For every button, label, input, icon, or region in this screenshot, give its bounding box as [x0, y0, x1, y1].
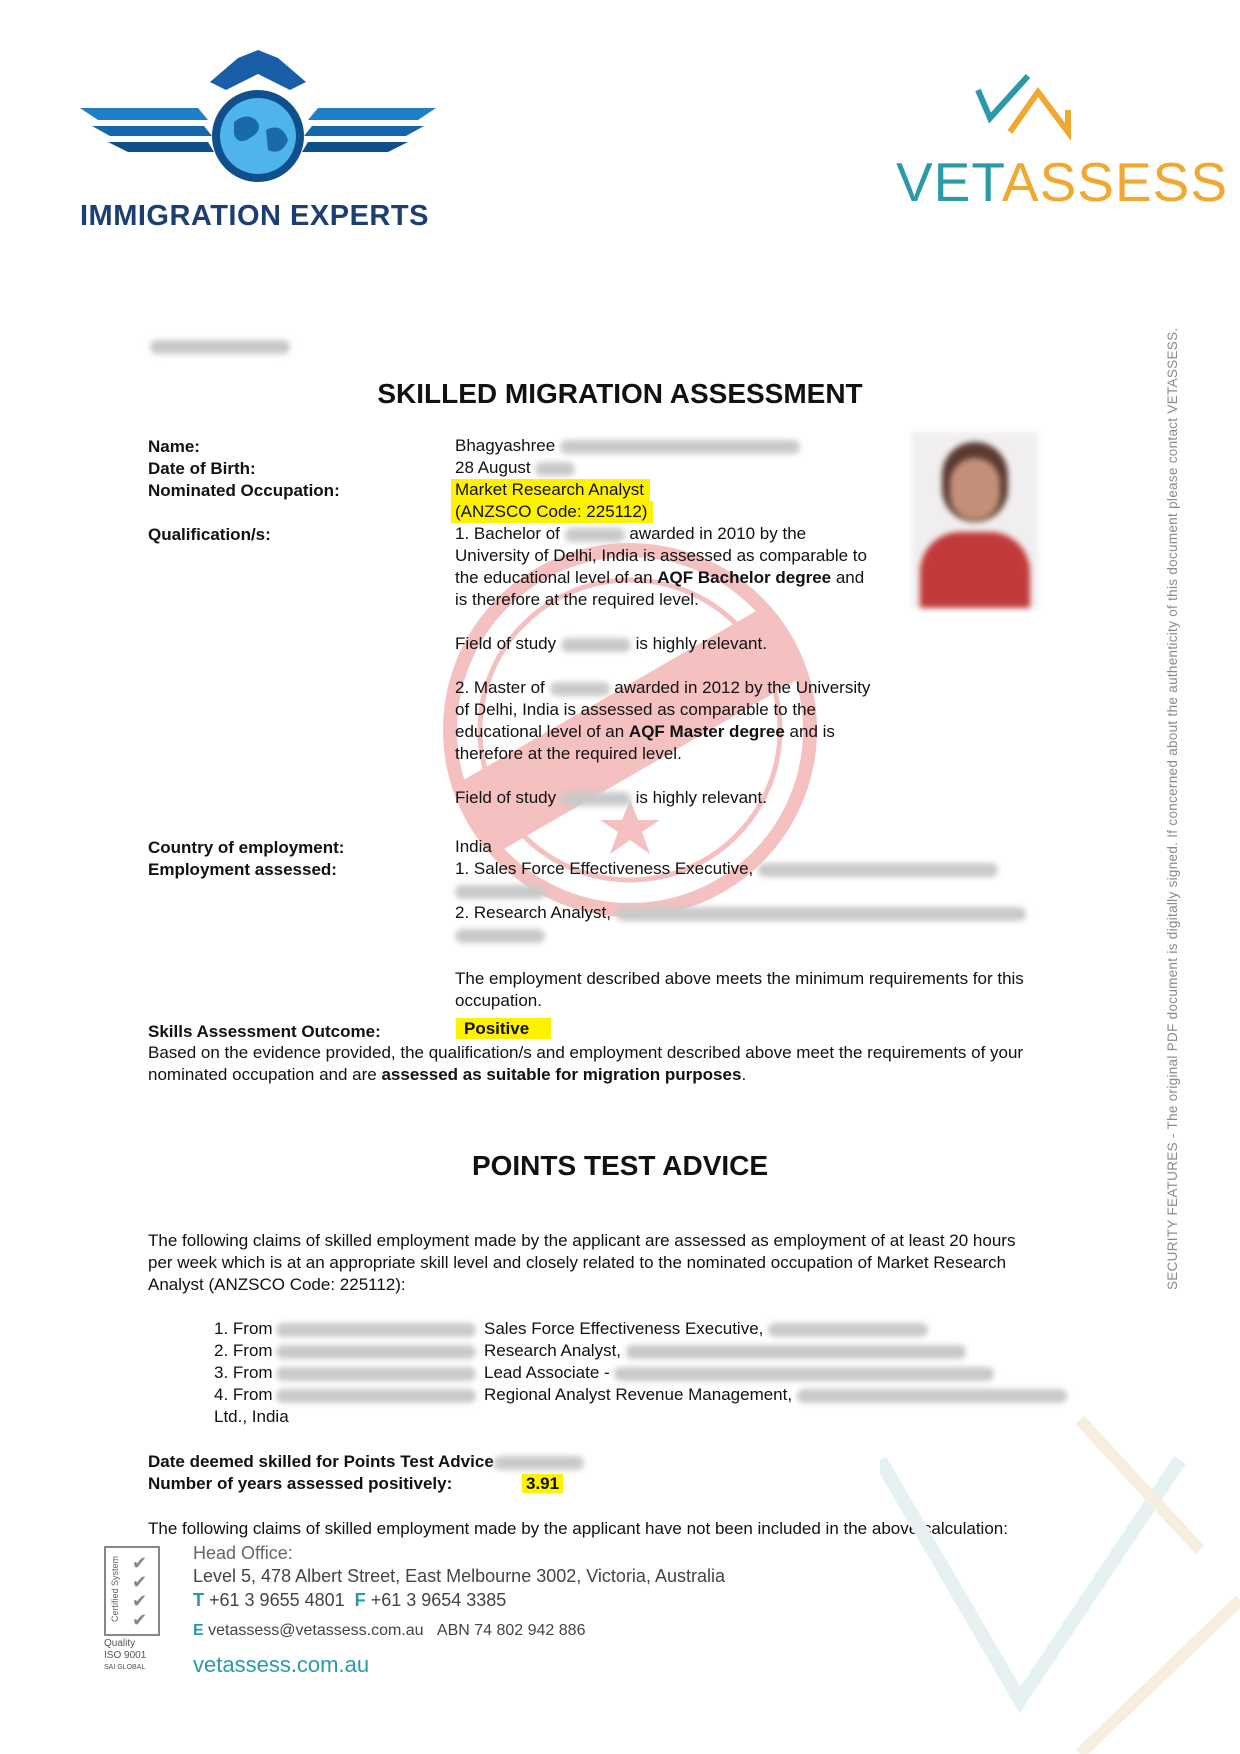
q2-aqf-level: AQF Master degree — [628, 722, 785, 741]
dob-value — [455, 457, 575, 479]
outcome-line-end: . — [741, 1065, 747, 1084]
field2-text-b: is highly relevant. — [635, 788, 767, 807]
phone-number: +61 3 9655 4801 — [209, 1590, 345, 1610]
cert-quality: Quality — [104, 1638, 136, 1649]
reference-number-redacted — [150, 338, 290, 356]
q1-aqf-level: AQF Bachelor degree — [657, 568, 832, 587]
occupation-value — [451, 479, 653, 523]
security-notice: SECURITY FEATURES - The original PDF document is digitally signed. If concerned about the authenticity of this document please contact VETASSESS. — [1165, 327, 1180, 1290]
vetassess-mark-icon — [890, 70, 1170, 150]
dob-text: 28 August — [455, 458, 531, 477]
field-of-study-2 — [455, 787, 767, 809]
fax-number: +61 3 9654 3385 — [370, 1590, 507, 1610]
email-label: E — [193, 1622, 204, 1639]
country-label: Country of employment: — [148, 838, 345, 857]
qualification-2 — [455, 677, 895, 765]
q1-text-c: University of Delhi, India is assessed as comparable to — [455, 546, 867, 565]
applicant-photo — [912, 432, 1038, 608]
employment-statement — [455, 968, 1075, 1012]
outcome-value: Positive — [456, 1018, 551, 1039]
footer-address: Level 5, 478 Albert Street, East Melbourne 3002, Victoria, Australia — [193, 1566, 725, 1586]
date-deemed-text: Date deemed skilled for Points Test Advice — [148, 1452, 494, 1471]
years-label: Number of years assessed positively: — [148, 1474, 453, 1493]
outcome-line-1: Based on the evidence provided, the qualification/s and employment described above meet the requirements of your — [148, 1043, 1024, 1062]
country-value: India — [455, 837, 492, 856]
vetassess-wordmark: VETASSESS — [896, 151, 1228, 213]
outcome-suitable: assessed as suitable for migration purposes — [381, 1065, 742, 1084]
vetassess-logo — [890, 70, 1228, 220]
q2-text-f: therefore at the required level. — [455, 744, 682, 763]
fax-label: F — [354, 1590, 366, 1610]
applicant-first-name: Bhagyashree — [455, 436, 556, 455]
not-included-text: The following claims of skilled employment made by the applicant have not been included in the above calculation: — [148, 1519, 1008, 1538]
cert-system-label: Certified System — [110, 1555, 121, 1623]
q2-text-e: and is — [789, 722, 835, 741]
years-badge — [522, 1474, 563, 1494]
cert-sai: SAI GLOBAL — [104, 1664, 146, 1671]
employment-1 — [455, 858, 1055, 902]
outcome-label: Skills Assessment Outcome: — [148, 1022, 381, 1041]
footer-phone-line — [193, 1590, 506, 1611]
item-1-num: 1. From — [214, 1319, 273, 1338]
q1-text-d: the educational level of an — [455, 568, 653, 587]
item-4-num: 4. From — [214, 1385, 273, 1404]
field1-text-a: Field of study — [455, 634, 557, 653]
q2-text-a: 2. Master of — [455, 678, 545, 697]
item-3-role: Lead Associate - — [484, 1363, 610, 1382]
name-label: Name: — [148, 437, 200, 456]
list-item-continuation: Ltd., India — [214, 1407, 289, 1426]
date-deemed-label — [148, 1452, 584, 1472]
q2-text-b: awarded in 2012 by the University — [614, 678, 871, 697]
q1-text-f: is therefore at the required level. — [455, 590, 699, 609]
occupation-line-2: (ANZSCO Code: 225112) — [451, 501, 653, 523]
employment-label: Employment assessed: — [148, 860, 337, 879]
list-item — [214, 1318, 1094, 1340]
immigration-experts-wordmark: IMMIGRATION EXPERTS — [80, 200, 429, 232]
q2-text-d: educational level of an — [455, 722, 625, 741]
years-value: 3.91 — [522, 1474, 563, 1493]
dob-label: Date of Birth: — [148, 459, 256, 478]
cert-box — [104, 1546, 160, 1636]
q1-text-e: and — [835, 568, 865, 587]
outcome-text — [148, 1042, 1098, 1086]
outcome-line-2a: nominated occupation and are — [148, 1065, 377, 1084]
abn-number: ABN 74 802 942 886 — [436, 1622, 586, 1639]
assessment-title: SKILLED MIGRATION ASSESSMENT — [377, 378, 863, 409]
points-intro-3: Analyst (ANZSCO Code: 225112): — [148, 1275, 406, 1294]
decorative-chevrons — [880, 1400, 1240, 1754]
cert-checks-icon: ✔ ✔ ✔ ✔ — [132, 1553, 148, 1630]
points-intro — [148, 1230, 1108, 1296]
item-2-role: Research Analyst, — [484, 1341, 622, 1360]
points-intro-1: The following claims of skilled employment made by the applicant are assessed as employment of at least 20 hours — [148, 1231, 1016, 1250]
item-2-num: 2. From — [214, 1341, 273, 1360]
immigration-experts-logo — [78, 50, 438, 235]
points-intro-2: per week which is at an appropriate skill level and closely related to the nominated occupation of Market Research — [148, 1253, 1007, 1272]
outcome-badge — [448, 1018, 573, 1040]
cert-iso: ISO 9001 — [104, 1650, 147, 1661]
qualifications-label: Qualification/s: — [148, 525, 271, 544]
q1-text-a: 1. Bachelor of — [455, 524, 560, 543]
occupation-label: Nominated Occupation: — [148, 481, 340, 500]
item-3-num: 3. From — [214, 1363, 273, 1382]
item-1-role: Sales Force Effectiveness Executive, — [484, 1319, 764, 1338]
certification-badge — [104, 1546, 164, 1676]
item-4-role: Regional Analyst Revenue Management, — [484, 1385, 793, 1404]
list-item — [214, 1340, 1094, 1362]
statement-line-2: occupation. — [455, 991, 542, 1010]
statement-line-1: The employment described above meets the minimum requirements for this — [455, 969, 1024, 988]
field-of-study-1 — [455, 633, 767, 655]
q2-text-c: of Delhi, India is assessed as comparable to the — [455, 700, 816, 719]
employment-1-role: 1. Sales Force Effectiveness Executive, — [455, 859, 754, 878]
q1-text-b: awarded in 2010 by the — [629, 524, 807, 543]
eagle-globe-icon — [78, 50, 438, 190]
phone-label: T — [193, 1590, 204, 1610]
occupation-line-1: Market Research Analyst — [451, 479, 650, 501]
employment-2-role: 2. Research Analyst, — [455, 903, 611, 922]
footer-email-line — [193, 1622, 585, 1640]
email-address[interactable]: vetassess@vetassess.com.au — [208, 1622, 424, 1639]
employment-2 — [455, 902, 1055, 946]
qualification-1 — [455, 523, 895, 611]
points-test-title: POINTS TEST ADVICE — [471, 1150, 769, 1181]
field2-text-a: Field of study — [455, 788, 557, 807]
list-item — [214, 1362, 1094, 1384]
footer-website-link[interactable]: vetassess.com.au — [193, 1652, 370, 1677]
field1-text-b: is highly relevant. — [635, 634, 767, 653]
footer-head-office: Head Office: — [193, 1543, 293, 1563]
name-value — [455, 435, 800, 457]
